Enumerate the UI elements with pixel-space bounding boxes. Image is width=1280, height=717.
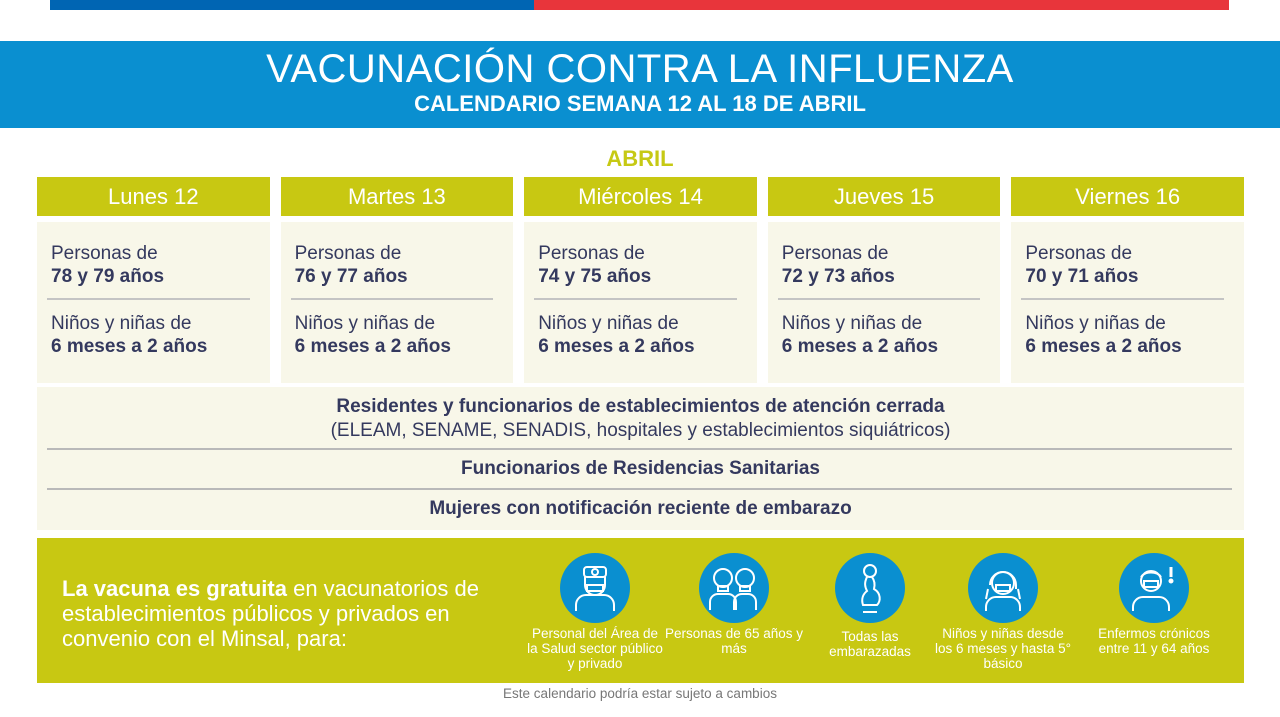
day-body [37,222,270,383]
residents-title: Residentes y funcionarios de establecimientos de atención cerrada [336,396,945,417]
group1-value: 72 y 73 años [781,266,895,287]
page-title: VACUNACIÓN CONTRA LA INFLUENZA [266,47,1014,91]
group1-prefix: Personas de [51,243,158,264]
day-column [37,177,270,383]
group2-prefix: Niños y niñas de [538,313,679,334]
day-column [281,177,514,383]
title-banner [0,41,1280,128]
group1-prefix: Personas de [1025,243,1133,264]
day-column [1011,177,1244,383]
group1-value: 76 y 77 años [294,266,408,287]
day-header: Miércoles 14 [524,177,757,216]
group2-value: 6 meses a 2 años [51,336,208,357]
target-group-caption: Personal del Área de la Salud sector público y privado [527,626,663,671]
target-group-chronic [1084,553,1224,656]
child-mask-icon [968,553,1038,623]
divider [47,298,250,300]
day-body [1011,222,1244,383]
target-group-children [933,553,1073,671]
free-vaccine-rest: en vacunatorios de establecimientos públicos y privados en convenio con el Minsal, para: [62,576,480,651]
target-group-caption: Personas de 65 años y más [664,626,804,656]
month-label: ABRIL [606,146,674,171]
day-header: Lunes 12 [37,177,270,216]
sick-person-icon [1119,553,1189,623]
free-vaccine-bold: La vacuna es gratuita [62,576,287,601]
day-header: Viernes 16 [1011,177,1244,216]
divider [291,298,494,300]
day-body [281,222,514,383]
divider [778,298,981,300]
divider [1021,298,1224,300]
group2-prefix: Niños y niñas de [51,313,192,334]
residents-group [37,387,1244,443]
target-group-elderly [664,553,804,656]
divider [534,298,737,300]
group2-value: 6 meses a 2 años [294,336,451,357]
pregnant-woman-icon [835,553,905,623]
group1-value: 78 y 79 años [51,266,165,287]
group2-value: 6 meses a 2 años [1025,336,1182,357]
pregnant-group: Mujeres con notificación reciente de embarazo [429,498,852,519]
doctor-icon [560,553,630,623]
day-header: Martes 13 [281,177,514,216]
target-group-caption: Enfermos crónicos entre 11 y 64 años [1098,626,1210,656]
free-vaccine-message [62,576,522,651]
stripe-red [534,0,1229,10]
target-group-pregnant [800,553,940,659]
group1-prefix: Personas de [294,243,402,264]
page-subtitle: CALENDARIO SEMANA 12 AL 18 DE ABRIL [414,91,866,116]
flag-stripe [50,0,1229,10]
sanitary-group: Funcionarios de Residencias Sanitarias [460,458,820,479]
residents-detail: (ELEAM, SENAME, SENADIS, hospitales y establecimientos siquiátricos) [330,420,951,441]
target-group-health-staff [525,553,665,671]
group1-value: 74 y 75 años [538,266,652,287]
group1-value: 70 y 71 años [1025,266,1139,287]
day-column [768,177,1001,383]
elderly-couple-icon [699,553,769,623]
group2-prefix: Niños y niñas de [781,313,923,334]
day-columns [37,177,1244,383]
stripe-blue [50,0,534,10]
target-group-caption: Todas las embarazadas [829,629,911,659]
day-body [768,222,1001,383]
group1-prefix: Personas de [781,243,889,264]
group2-value: 6 meses a 2 años [538,336,695,357]
all-week-groups [37,387,1244,530]
group2-prefix: Niños y niñas de [1025,313,1166,334]
day-body [524,222,757,383]
day-header: Jueves 15 [768,177,1001,216]
group2-prefix: Niños y niñas de [294,313,436,334]
group2-value: 6 meses a 2 años [781,336,939,357]
day-column [524,177,757,383]
free-vaccine-panel [37,538,1244,683]
disclaimer: Este calendario podría estar sujeto a cambios [503,686,777,701]
group1-prefix: Personas de [538,243,645,264]
target-group-caption: Niños y niñas desde los 6 meses y hasta 5° básico [935,626,1071,671]
